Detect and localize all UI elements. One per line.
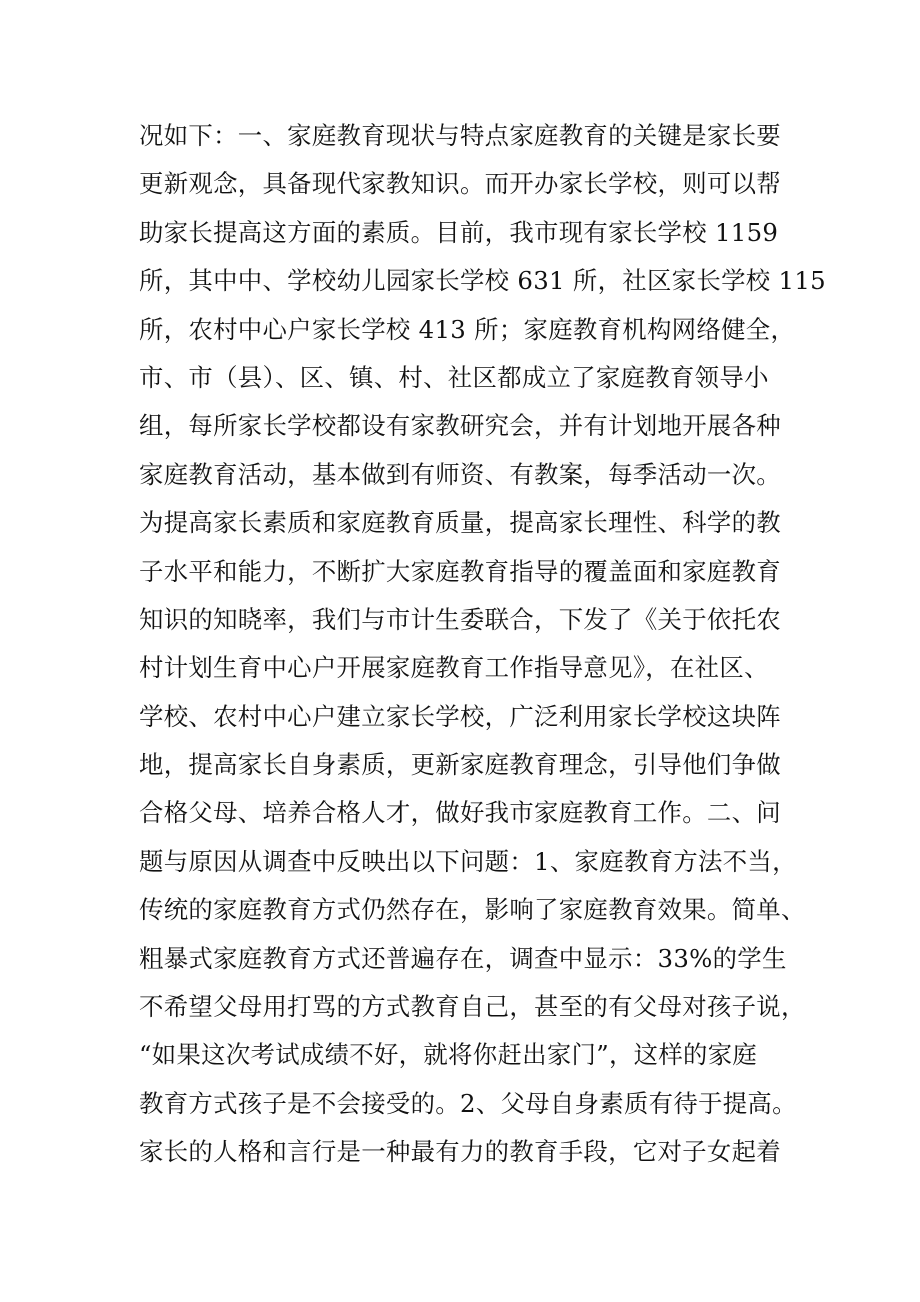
- text-line: 组，每所家长学校都设有家教研究会，并有计划地开展各种: [139, 411, 781, 441]
- text-line: 助家长提高这方面的素质。目前，我市现有家长学校 1159: [139, 217, 779, 247]
- text-line: 题与原因从调查中反映出以下问题：1、家庭教育方法不当，: [139, 846, 797, 876]
- text-line: 合格父母、培养合格人才，做好我市家庭教育工作。二、问: [139, 798, 781, 828]
- text-line: 粗暴式家庭教育方式还普遍存在，调查中显示：33%的学生: [139, 943, 787, 973]
- text-line: 更新观念，具备现代家教知识。而开办家长学校，则可以帮: [139, 169, 781, 199]
- text-line: 所，其中中、学校幼儿园家长学校 631 所，社区家长学校 115: [139, 266, 826, 296]
- text-line: 地，提高家长自身素质，更新家庭教育理念，引导他们争做: [139, 750, 781, 780]
- text-line: 知识的知晓率，我们与市计生委联合，下发了《关于依托农: [139, 604, 781, 634]
- text-line: 不希望父母用打骂的方式教育自己，甚至的有父母对孩子说，: [139, 992, 806, 1022]
- body-text: [139, 112, 826, 1177]
- text-line: 家庭教育活动，基本做到有师资、有教案，每季活动一次。: [139, 459, 781, 489]
- text-line: 况如下：一、家庭教育现状与特点家庭教育的关键是家长要: [139, 121, 781, 150]
- text-line: “如果这次考试成绩不好，就将你赶出家门”，这样的家庭: [139, 1040, 758, 1070]
- text-line: 子水平和能力，不断扩大家庭教育指导的覆盖面和家庭教育: [139, 556, 781, 586]
- text-line: 家长的人格和言行是一种最有力的教育手段，它对子女起着: [139, 1137, 781, 1167]
- text-line: 传统的家庭教育方式仍然存在，影响了家庭教育效果。简单、: [139, 895, 806, 925]
- text-line: 所，农村中心户家长学校 413 所；家庭教育机构网络健全，: [139, 314, 796, 344]
- text-line: 学校、农村中心户建立家长学校，广泛利用家长学校这块阵: [139, 701, 781, 731]
- text-line: 为提高家长素质和家庭教育质量，提高家长理性、科学的教: [139, 508, 781, 538]
- text-line: 村计划生育中心户开展家庭教育工作指导意见》，在社区、: [139, 653, 769, 683]
- text-line: 市、市（县）、区、镇、村、社区都成立了家庭教育领导小: [139, 362, 769, 392]
- text-line: 教育方式孩子是不会接受的。2、父母自身素质有待于提高。: [139, 1088, 797, 1118]
